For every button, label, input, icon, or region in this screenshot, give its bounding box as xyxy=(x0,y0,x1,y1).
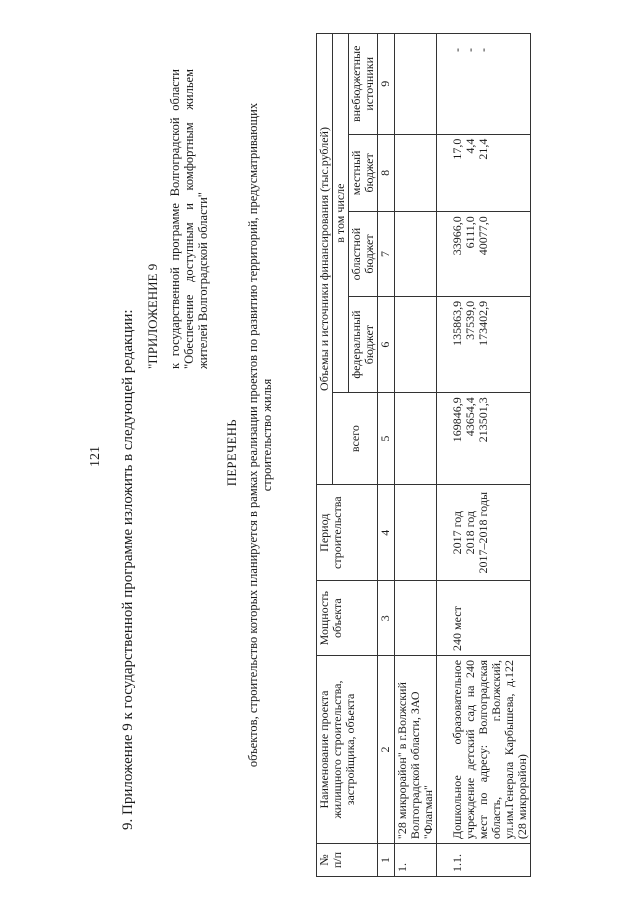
total-value: 169846,9 xyxy=(450,397,464,443)
column-number: 8 xyxy=(378,134,395,212)
extra-value: - xyxy=(463,48,477,52)
appendix-block xyxy=(146,69,210,369)
column-number: 4 xyxy=(378,485,395,581)
row-capacity xyxy=(395,581,437,656)
column-number: 7 xyxy=(378,212,395,297)
object-name: Дошкольное образовательное учреждение детский сад на 240 мест по адресу: Волгоградская область, г.Волжский, ул.им.Генерала Карбышева, д.122 (28 микрорайон) xyxy=(437,655,531,843)
regional-value: 33966,0 xyxy=(450,216,464,256)
document-subtitle: объектов, строительство которых планируется в рамках реализации проектов по развитию территорий, предусматривающих строительство жилья xyxy=(246,102,274,768)
column-number: 6 xyxy=(378,296,395,392)
column-number: 1 xyxy=(378,844,395,877)
extra-cell xyxy=(437,34,531,135)
header-extra: внебюджетные источники xyxy=(349,34,378,135)
header-period: Период строительства xyxy=(317,485,378,581)
regional-value: 6111,0 xyxy=(463,216,477,249)
project-name: "28 микрорайон" в г.Волжский Волгоградской области, ЗАО "Флагман" xyxy=(395,655,437,843)
header-federal: федеральный бюджет xyxy=(349,296,378,392)
column-number: 2 xyxy=(378,655,395,843)
page-number: 121 xyxy=(88,446,103,467)
period-cell xyxy=(437,485,531,581)
federal-value: 37539,0 xyxy=(463,300,477,340)
federal-value: 173402,9 xyxy=(476,300,490,346)
federal-value: 135863,9 xyxy=(450,300,464,346)
total-value: 43654,4 xyxy=(463,397,477,437)
header-total: всего xyxy=(333,393,378,485)
local-cell xyxy=(437,134,531,212)
header-capacity: Мощность объекта xyxy=(317,581,378,656)
federal-cell xyxy=(437,296,531,392)
column-number-row xyxy=(378,34,395,877)
column-number: 3 xyxy=(378,581,395,656)
header-including: в том числе xyxy=(333,34,349,393)
header-regional: областной бюджет xyxy=(349,212,378,297)
period-value: 2017–2018 годы xyxy=(476,491,490,574)
header-name: Наименование проекта жилищного строительства, застройщика, объекта xyxy=(317,655,378,843)
appendix-text: к государственной программе Волгоградской области "Обеспечение доступным и комфортным жильем жителей Волгоградской области" xyxy=(168,69,210,369)
period-value: 2017 год xyxy=(450,511,464,555)
regional-value: 40077,0 xyxy=(476,216,490,256)
column-number: 9 xyxy=(378,34,395,135)
regional-cell xyxy=(437,212,531,297)
table-row xyxy=(395,34,437,877)
row-number: 1. xyxy=(395,844,437,877)
extra-value: - xyxy=(476,48,490,52)
header-financing: Объемы и источники финансирования (тыс.рублей) xyxy=(317,34,333,485)
column-number: 5 xyxy=(378,393,395,485)
extra-value: - xyxy=(450,48,464,52)
amendment-intro: 9. Приложение 9 к государственной программе изложить в следующей редакции: xyxy=(120,309,136,830)
header-local: местный бюджет xyxy=(349,134,378,212)
period-value: 2018 год xyxy=(463,511,477,555)
total-cell xyxy=(437,393,531,485)
local-value: 4,4 xyxy=(463,138,477,154)
total-value: 213501,3 xyxy=(476,397,490,443)
local-value: 17,0 xyxy=(450,138,464,160)
row-number: 1.1. xyxy=(437,844,531,877)
objects-table xyxy=(316,33,531,877)
table-row xyxy=(437,34,531,877)
document-heading: ПЕРЕЧЕНЬ xyxy=(225,418,239,487)
row-capacity: 240 мест xyxy=(437,581,531,656)
appendix-title: "ПРИЛОЖЕНИЕ 9 xyxy=(145,263,160,369)
local-value: 21,4 xyxy=(476,138,490,160)
header-no: № п/п xyxy=(317,844,378,877)
